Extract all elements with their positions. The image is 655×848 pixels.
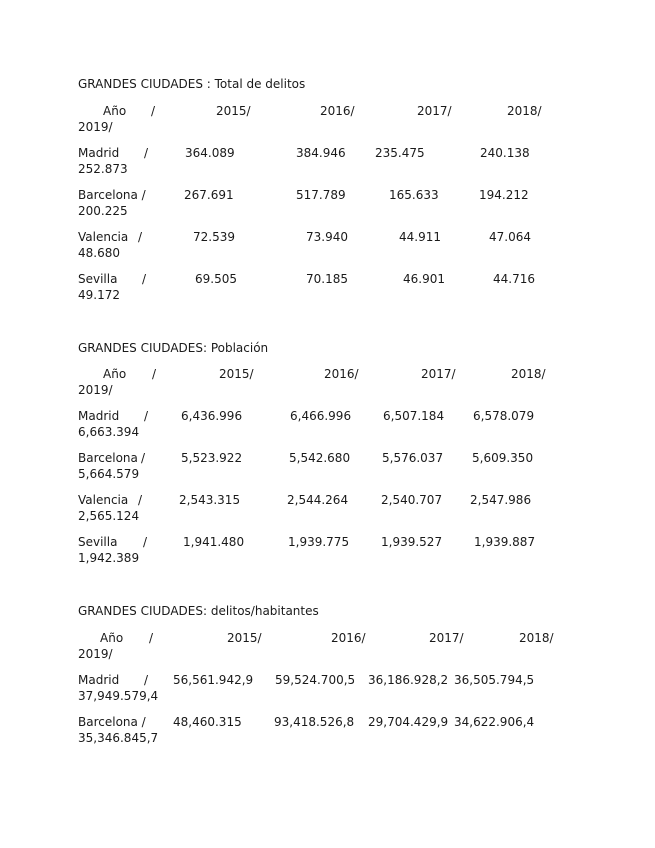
header-sep: /: [152, 367, 157, 381]
city-label: Sevilla: [78, 272, 118, 286]
city-label: Madrid: [78, 409, 120, 423]
value-2018: 240.138: [480, 146, 530, 160]
city-label: Madrid: [78, 673, 120, 687]
value-2017: 5,576.037: [382, 451, 444, 465]
value-2019: 1,942.389: [78, 551, 140, 565]
value-2015: 364.089: [185, 146, 235, 160]
table-header: [0, 630, 655, 662]
table-row-barcelona: [0, 450, 655, 482]
city-sep: /: [144, 409, 149, 423]
city-label: Barcelona /: [78, 188, 146, 202]
value-2018: 6,578.079: [473, 409, 535, 423]
header-sep: /: [149, 631, 154, 645]
value-2018: 194.212: [479, 188, 529, 202]
value-2017: 6,507.184: [383, 409, 445, 423]
table-row-madrid: [0, 408, 655, 440]
header-2016: 2016/: [324, 367, 359, 381]
value-2017: 44.911: [399, 230, 441, 244]
header-year: Año: [100, 631, 124, 645]
table-row-barcelona: [0, 714, 655, 746]
value-2019: 2,565.124: [78, 509, 140, 523]
section-title: GRANDES CIUDADES: Población: [78, 341, 269, 355]
value-2015: 267.691: [184, 188, 234, 202]
value-2017: 165.633: [389, 188, 439, 202]
value-2019: 49.172: [78, 288, 120, 302]
value-2015: 56,561.942,9: [173, 673, 254, 687]
value-2018: 36,505.794,5: [454, 673, 535, 687]
value-2016: 59,524.700,5: [275, 673, 356, 687]
table-row-sevilla: [0, 534, 655, 566]
value-2017: 1,939.527: [381, 535, 443, 549]
value-2016: 384.946: [296, 146, 346, 160]
table-row-valencia: [0, 229, 655, 261]
value-2015: 72.539: [193, 230, 235, 244]
city-sep: /: [142, 272, 147, 286]
table-row-barcelona: [0, 187, 655, 219]
city-label: Valencia: [78, 493, 129, 507]
value-2015: 6,436.996: [181, 409, 243, 423]
value-2015: 5,523.922: [181, 451, 243, 465]
header-2017: 2017/: [429, 631, 464, 645]
value-2019: 6,663.394: [78, 425, 140, 439]
value-2016: 1,939.775: [288, 535, 350, 549]
city-label: Madrid: [78, 146, 120, 160]
value-2015: 48,460.315: [173, 715, 242, 729]
city-label: Sevilla: [78, 535, 118, 549]
header-sep: /: [151, 104, 156, 118]
value-2018: 44.716: [493, 272, 535, 286]
city-label: Barcelona /: [78, 715, 146, 729]
section-title: GRANDES CIUDADES: delitos/habitantes: [78, 604, 319, 618]
city-sep: /: [138, 493, 143, 507]
value-2016: 70.185: [306, 272, 348, 286]
value-2019: 200.225: [78, 204, 128, 218]
value-2015: 2,543.315: [179, 493, 241, 507]
value-2019: 37,949.579,4: [78, 689, 159, 703]
value-2019: 35,346.845,7: [78, 731, 159, 745]
table-row-madrid: [0, 145, 655, 177]
city-sep: /: [144, 146, 149, 160]
table-row-valencia: [0, 492, 655, 524]
header-2016: 2016/: [320, 104, 355, 118]
value-2016: 5,542.680: [289, 451, 351, 465]
value-2015: 69.505: [195, 272, 237, 286]
city-label: Valencia: [78, 230, 129, 244]
value-2018: 47.064: [489, 230, 531, 244]
city-sep: /: [138, 230, 143, 244]
header-2019: 2019/: [78, 647, 113, 661]
header-2015: 2015/: [227, 631, 262, 645]
value-2016: 6,466.996: [290, 409, 352, 423]
header-2016: 2016/: [331, 631, 366, 645]
section-title: GRANDES CIUDADES : Total de delitos: [78, 77, 306, 91]
value-2015: 1,941.480: [183, 535, 245, 549]
header-year: Año: [103, 367, 127, 381]
value-2017: 2,540.707: [381, 493, 443, 507]
value-2017: 46.901: [403, 272, 445, 286]
value-2017: 29,704.429,9: [368, 715, 449, 729]
city-sep: /: [144, 673, 149, 687]
value-2016: 73.940: [306, 230, 348, 244]
city-sep: /: [143, 535, 148, 549]
header-2017: 2017/: [421, 367, 456, 381]
value-2016: 2,544.264: [287, 493, 349, 507]
value-2019: 5,664.579: [78, 467, 140, 481]
header-2015: 2015/: [216, 104, 251, 118]
header-2018: 2018/: [507, 104, 542, 118]
value-2019: 48.680: [78, 246, 120, 260]
value-2019: 252.873: [78, 162, 128, 176]
value-2018: 5,609.350: [472, 451, 534, 465]
value-2018: 1,939.887: [474, 535, 536, 549]
header-2018: 2018/: [519, 631, 554, 645]
value-2017: 36,186.928,2: [368, 673, 449, 687]
table-row-madrid: [0, 672, 655, 704]
header-2015: 2015/: [219, 367, 254, 381]
header-2019: 2019/: [78, 383, 113, 397]
value-2016: 517.789: [296, 188, 346, 202]
city-label: Barcelona: [78, 451, 138, 465]
table-row-sevilla: [0, 271, 655, 303]
value-2016: 93,418.526,8: [274, 715, 355, 729]
city-sep: /: [141, 451, 146, 465]
value-2018: 2,547.986: [470, 493, 532, 507]
header-2018: 2018/: [511, 367, 546, 381]
header-2017: 2017/: [417, 104, 452, 118]
table-header: [0, 366, 655, 398]
table-header: [0, 103, 655, 135]
value-2017: 235.475: [375, 146, 425, 160]
header-year: Año: [103, 104, 127, 118]
value-2018: 34,622.906,4: [454, 715, 535, 729]
header-2019: 2019/: [78, 120, 113, 134]
